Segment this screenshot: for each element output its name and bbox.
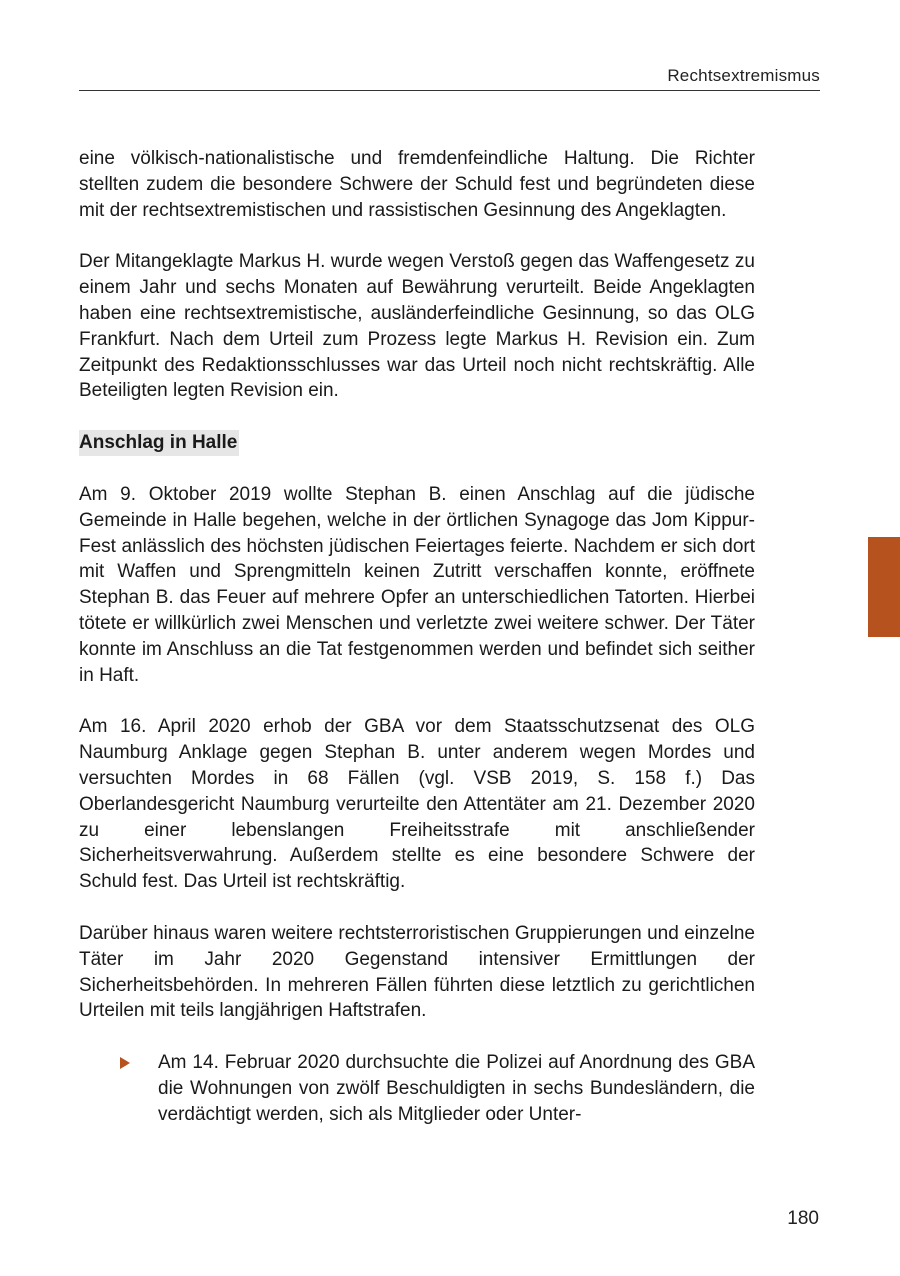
paragraph: Der Mitangeklagte Markus H. wurde wegen Verstoß gegen das Waffengesetz zu einem Jahr und sechs Monaten auf Bewährung verurteilt. Beide Angeklagten haben eine rechtsextremistische, ausländerfeindliche Gesinnung, so das OLG Frankfurt. Nach dem Urteil zum Prozess legte Markus H. Revision ein. Zum Zeitpunkt des Redaktionsschlusses war das Urteil noch nicht rechtskräftig. Alle Beteiligten legten Revision ein. xyxy=(79,251,755,402)
paragraph: Am 16. April 2020 erhob der GBA vor dem Staatsschutzsenat des OLG Naumburg Anklage gegen Stephan B. unter anderem wegen Mordes und versuchten Mordes in 68 Fällen (vgl. VSB 2019, S. 158 f.) Das Oberlandesgericht Naumburg verurteilte den Attentäter am 21. Dezember 2020 zu einer lebenslangen Freiheitsstrafe mit anschließender Sicherheitsverwahrung. Außerdem stellte es eine besondere Schwere der Schuld fest. Das Urteil ist rechtskräftig. xyxy=(79,716,755,893)
paragraph: Am 9. Oktober 2019 wollte Stephan B. einen Anschlag auf die jüdische Gemeinde in Halle begehen, welche in der örtlichen Synagoge das Jom Kippur-Fest anlässlich des höchsten jüdischen Feiertages feierte. Nachdem er sich dort mit Waffen und Sprengmitteln keinen Zutritt verschaffen konnte, eröffnete Stephan B. das Feuer auf mehrere Opfer an unterschiedlichen Tatorten. Hierbei tötete er willkürlich zwei Menschen und verletzte zwei weitere schwer. Der Täter konnte im Anschluss an die Tat festgenommen werden und befindet sich seither in Haft. xyxy=(79,483,755,686)
chapter-thumb-tab xyxy=(868,537,900,637)
list-item xyxy=(79,1050,755,1127)
triangle-bullet-icon xyxy=(120,1057,130,1069)
list-item-text: Am 14. Februar 2020 durchsuchte die Polizei auf Anordnung des GBA die Wohnungen von zwölf Beschuldigten in sechs Bundesländern, die verdächtigt werden, sich als Mitglieder oder Unter- xyxy=(158,1052,755,1125)
bullet-list xyxy=(79,1050,755,1127)
header-divider xyxy=(79,90,820,91)
main-text xyxy=(79,146,755,1128)
page-number: 180 xyxy=(787,1208,819,1229)
paragraph: eine völkisch-nationalistische und fremdenfeindliche Haltung. Die Richter stellten zudem die besondere Schwere der Schuld fest und begründeten diese mit der rechtsextremistischen und rassistischen Gesinnung des Angeklagten. xyxy=(79,148,755,221)
running-header-title: Rechtsextremismus xyxy=(667,66,820,85)
section-heading: Anschlag in Halle xyxy=(79,430,239,456)
paragraph: Darüber hinaus waren weitere rechtsterroristischen Gruppierungen und einzelne Täter im Jahr 2020 Gegenstand intensiver Ermittlungen der Sicherheitsbehörden. In mehreren Fällen führten diese letztlich zu gerichtlichen Urteilen mit teils langjährigen Haftstrafen. xyxy=(79,922,755,1022)
